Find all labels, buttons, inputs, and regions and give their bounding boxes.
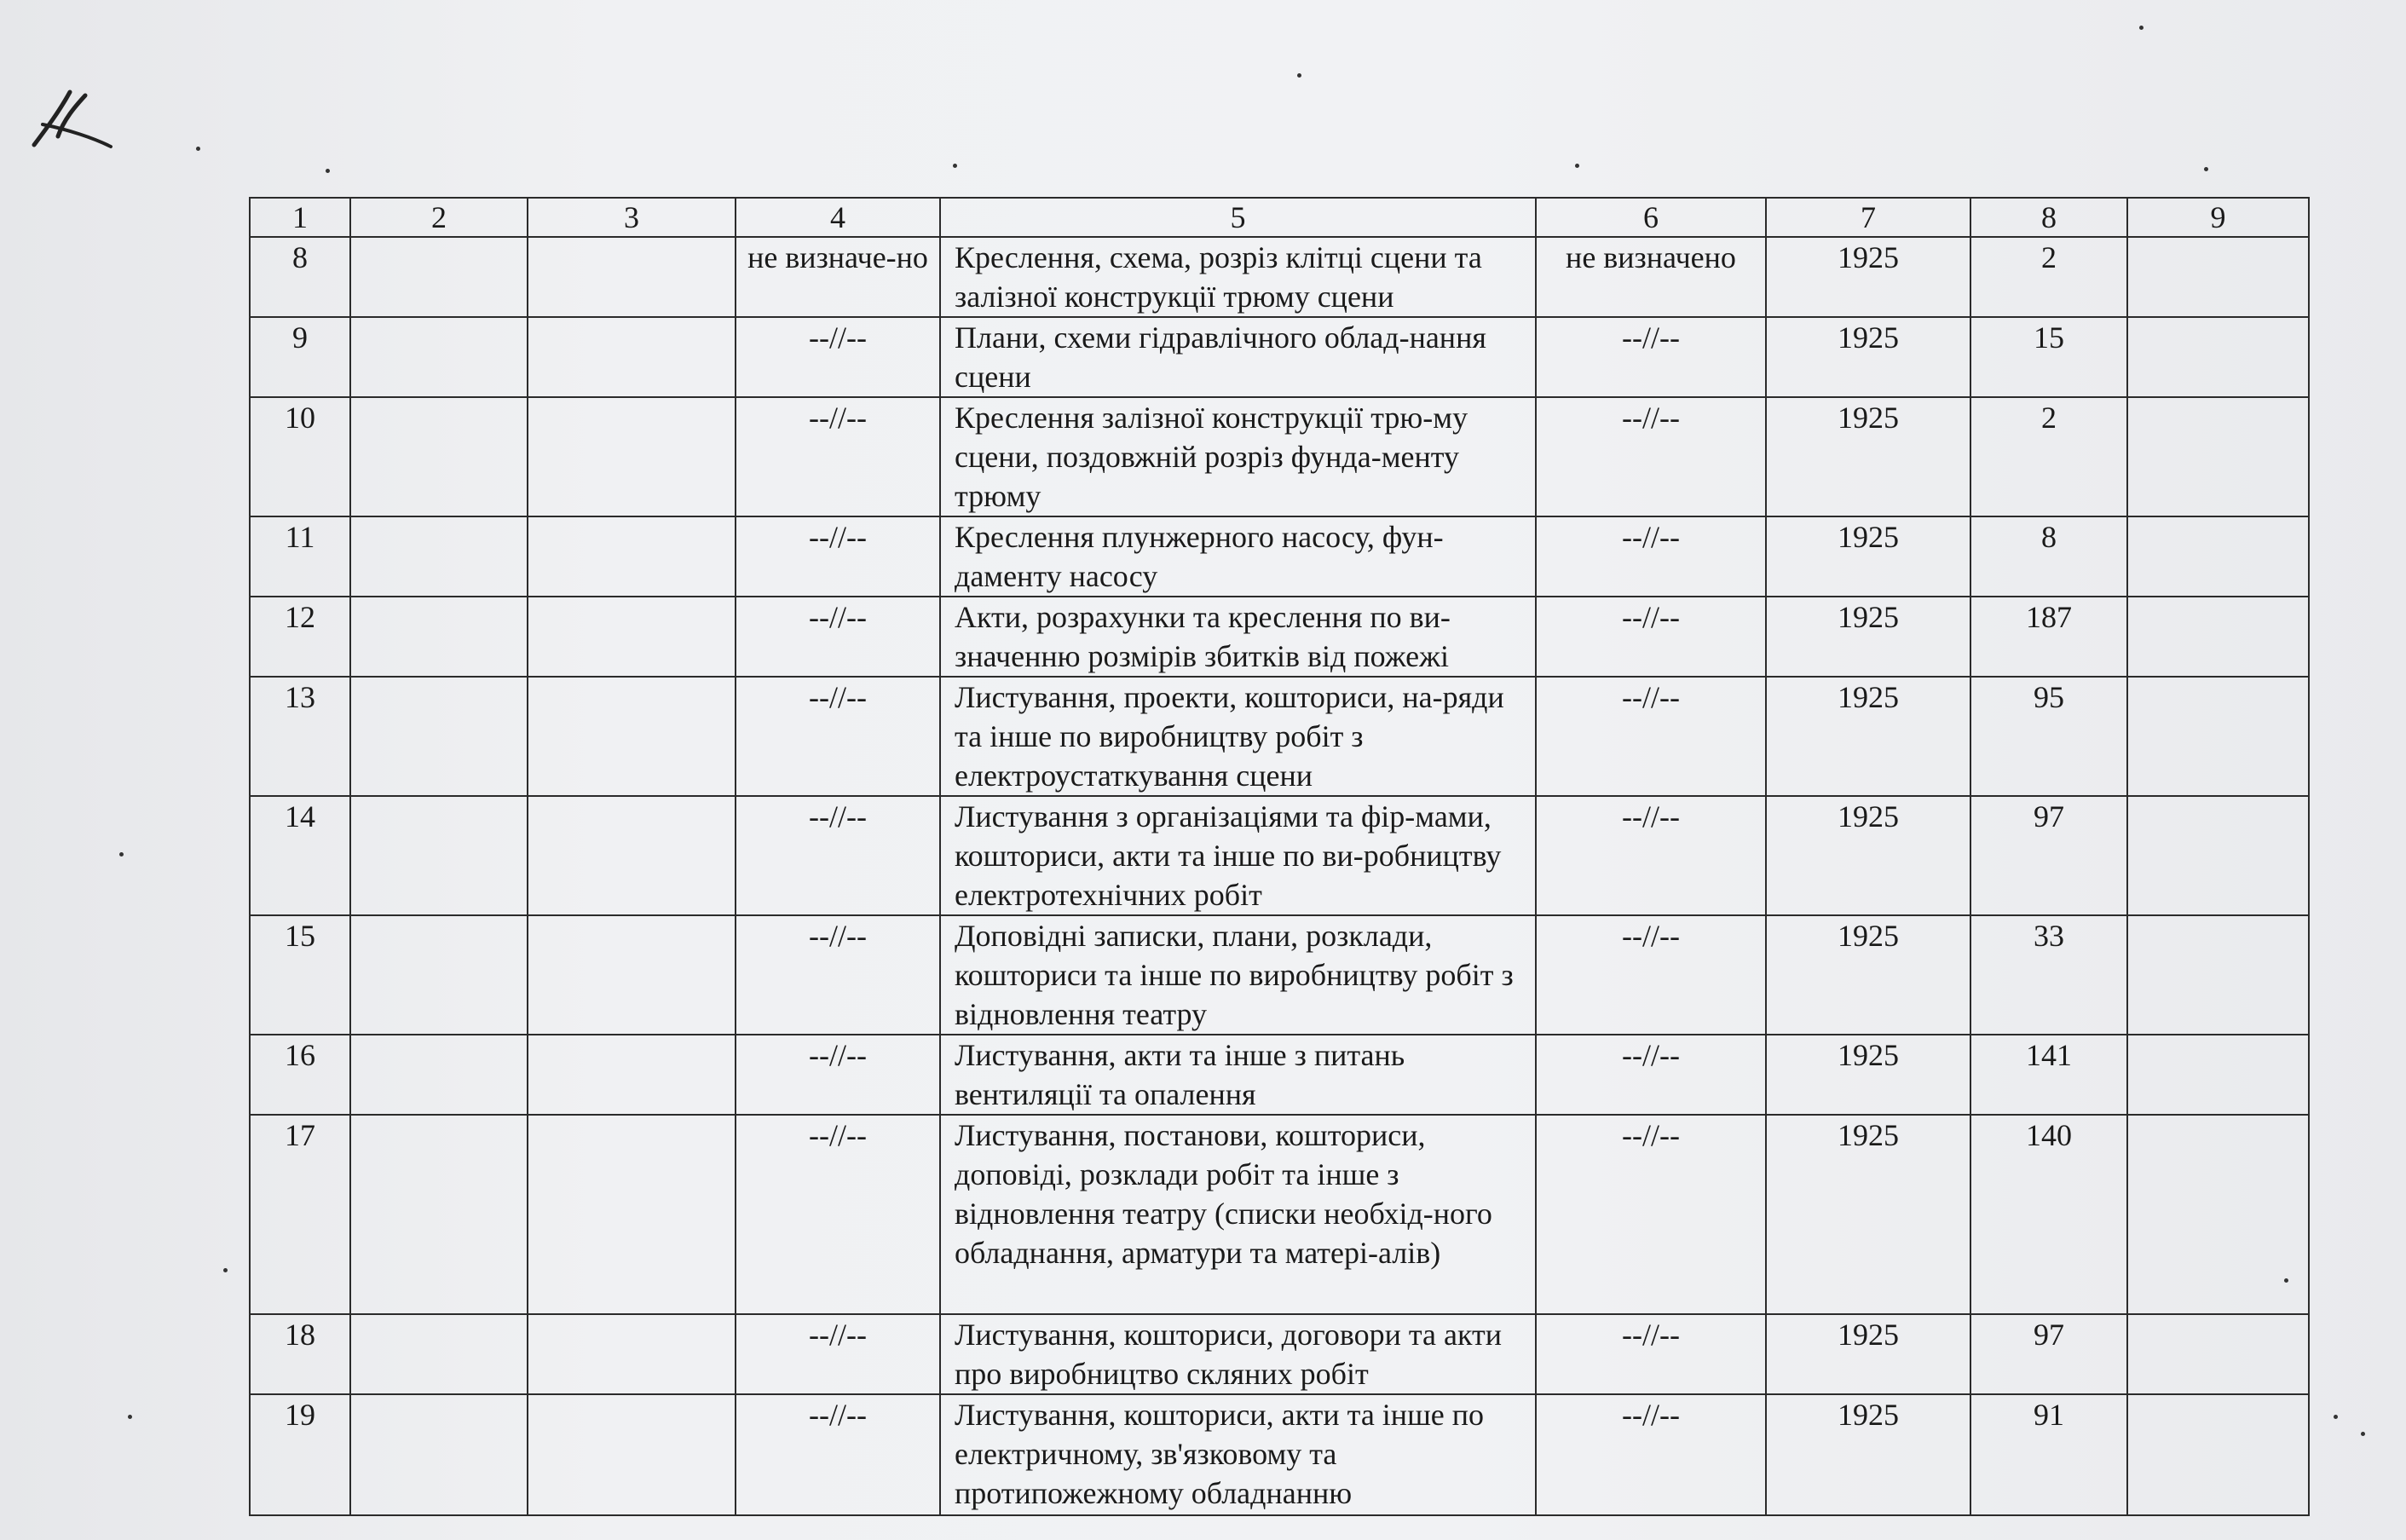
col6-cell: --//-- — [1536, 317, 1766, 397]
col4-cell: --//-- — [736, 677, 940, 796]
col4-cell: --//-- — [736, 1035, 940, 1115]
col2-cell — [350, 1314, 528, 1394]
col3-cell — [528, 1394, 736, 1515]
col3-cell — [528, 397, 736, 516]
sheets-cell: 2 — [1970, 237, 2127, 317]
header-cell: 7 — [1766, 198, 1970, 237]
header-cell: 3 — [528, 198, 736, 237]
case-number-cell: 8 — [250, 237, 350, 317]
case-number-cell: 16 — [250, 1035, 350, 1115]
title-cell: Листування, проекти, кошториси, на-ряди та інше по виробництву робіт з електроустаткування сцени — [940, 677, 1536, 796]
col2-cell — [350, 397, 528, 516]
sheets-cell: 140 — [1970, 1115, 2127, 1314]
note-cell — [2127, 237, 2309, 317]
table-row — [250, 516, 2309, 597]
column-number-row — [250, 198, 2309, 237]
note-cell — [2127, 1394, 2309, 1515]
year-cell: 1925 — [1766, 1035, 1970, 1115]
col6-cell: --//-- — [1536, 516, 1766, 597]
col3-cell — [528, 317, 736, 397]
title-cell: Креслення, схема, розріз клітці сцени та залізної конструкції трюму сцени — [940, 237, 1536, 317]
table-row — [250, 915, 2309, 1035]
sheets-cell: 15 — [1970, 317, 2127, 397]
title-cell: Креслення залізної конструкції трю-му сцени, поздовжній розріз фунда-менту трюму — [940, 397, 1536, 516]
header-cell: 9 — [2127, 198, 2309, 237]
case-number-cell: 9 — [250, 317, 350, 397]
col2-cell — [350, 237, 528, 317]
table-row — [250, 1035, 2309, 1115]
col4-cell: --//-- — [736, 397, 940, 516]
table-row — [250, 597, 2309, 677]
title-cell: Креслення плунжерного насосу, фун-даменту насосу — [940, 516, 1536, 597]
col2-cell — [350, 1394, 528, 1515]
header-cell: 2 — [350, 198, 528, 237]
sheets-cell: 33 — [1970, 915, 2127, 1035]
col3-cell — [528, 1314, 736, 1394]
title-cell: Листування, кошториси, акти та інше по електричному, зв'язковому та протипожежному обладнанню — [940, 1394, 1536, 1515]
col6-cell: --//-- — [1536, 397, 1766, 516]
col3-cell — [528, 677, 736, 796]
col4-cell: --//-- — [736, 1394, 940, 1515]
col4-cell: --//-- — [736, 796, 940, 915]
table-row — [250, 1394, 2309, 1515]
note-cell — [2127, 915, 2309, 1035]
note-cell — [2127, 1115, 2309, 1314]
handwritten-page-mark — [26, 85, 119, 153]
case-number-cell: 12 — [250, 597, 350, 677]
case-number-cell: 13 — [250, 677, 350, 796]
table-row — [250, 397, 2309, 516]
note-cell — [2127, 397, 2309, 516]
case-number-cell: 14 — [250, 796, 350, 915]
col2-cell — [350, 796, 528, 915]
title-cell: Листування, акти та інше з питань вентиляції та опалення — [940, 1035, 1536, 1115]
col3-cell — [528, 597, 736, 677]
col6-cell: --//-- — [1536, 1115, 1766, 1314]
sheets-cell: 95 — [1970, 677, 2127, 796]
col3-cell — [528, 796, 736, 915]
case-number-cell: 15 — [250, 915, 350, 1035]
col6-cell: --//-- — [1536, 597, 1766, 677]
col3-cell — [528, 915, 736, 1035]
year-cell: 1925 — [1766, 516, 1970, 597]
table-row — [250, 317, 2309, 397]
table-row — [250, 1314, 2309, 1394]
title-cell: Листування з організаціями та фір-мами, кошториси, акти та інше по ви-робництву електротехнічних робіт — [940, 796, 1536, 915]
header-cell: 6 — [1536, 198, 1766, 237]
col2-cell — [350, 1035, 528, 1115]
col4-cell: --//-- — [736, 597, 940, 677]
note-cell — [2127, 317, 2309, 397]
year-cell: 1925 — [1766, 237, 1970, 317]
sheets-cell: 2 — [1970, 397, 2127, 516]
case-number-cell: 10 — [250, 397, 350, 516]
sheets-cell: 97 — [1970, 1314, 2127, 1394]
col6-cell: --//-- — [1536, 677, 1766, 796]
header-cell: 5 — [940, 198, 1536, 237]
col2-cell — [350, 317, 528, 397]
sheets-cell: 141 — [1970, 1035, 2127, 1115]
year-cell: 1925 — [1766, 1115, 1970, 1314]
year-cell: 1925 — [1766, 1394, 1970, 1515]
col6-cell: --//-- — [1536, 915, 1766, 1035]
col4-cell: --//-- — [736, 516, 940, 597]
note-cell — [2127, 677, 2309, 796]
sheets-cell: 97 — [1970, 796, 2127, 915]
note-cell — [2127, 516, 2309, 597]
col6-cell: не визначено — [1536, 237, 1766, 317]
case-number-cell: 11 — [250, 516, 350, 597]
col6-cell: --//-- — [1536, 1314, 1766, 1394]
col6-cell: --//-- — [1536, 1035, 1766, 1115]
note-cell — [2127, 796, 2309, 915]
col6-cell: --//-- — [1536, 1394, 1766, 1515]
table-row — [250, 677, 2309, 796]
col4-cell: --//-- — [736, 1314, 940, 1394]
col2-cell — [350, 915, 528, 1035]
col2-cell — [350, 516, 528, 597]
note-cell — [2127, 597, 2309, 677]
col4-cell: --//-- — [736, 317, 940, 397]
year-cell: 1925 — [1766, 397, 1970, 516]
sheets-cell: 8 — [1970, 516, 2127, 597]
year-cell: 1925 — [1766, 677, 1970, 796]
year-cell: 1925 — [1766, 597, 1970, 677]
title-cell: Доповідні записки, плани, розклади, кошториси та інше по виробництву робіт з відновлення театру — [940, 915, 1536, 1035]
year-cell: 1925 — [1766, 1314, 1970, 1394]
col4-cell: --//-- — [736, 1115, 940, 1314]
col3-cell — [528, 1115, 736, 1314]
year-cell: 1925 — [1766, 796, 1970, 915]
title-cell: Листування, кошториси, договори та акти про виробництво скляних робіт — [940, 1314, 1536, 1394]
col2-cell — [350, 597, 528, 677]
title-cell: Акти, розрахунки та креслення по ви-значенню розмірів збитків від пожежі — [940, 597, 1536, 677]
note-cell — [2127, 1314, 2309, 1394]
col3-cell — [528, 516, 736, 597]
sheets-cell: 187 — [1970, 597, 2127, 677]
table-row — [250, 1115, 2309, 1314]
sheets-cell: 91 — [1970, 1394, 2127, 1515]
year-cell: 1925 — [1766, 915, 1970, 1035]
table-row — [250, 796, 2309, 915]
col3-cell — [528, 237, 736, 317]
case-number-cell: 18 — [250, 1314, 350, 1394]
case-number-cell: 17 — [250, 1115, 350, 1314]
archive-inventory-table — [249, 197, 2310, 1516]
col2-cell — [350, 677, 528, 796]
col2-cell — [350, 1115, 528, 1314]
header-cell: 1 — [250, 198, 350, 237]
col4-cell: не визначе-но — [736, 237, 940, 317]
header-cell: 4 — [736, 198, 940, 237]
col3-cell — [528, 1035, 736, 1115]
title-cell: Листування, постанови, кошториси, доповіді, розклади робіт та інше з відновлення театру (списки необхід-ного обладнання, арматури та матері-алів) — [940, 1115, 1536, 1314]
case-number-cell: 19 — [250, 1394, 350, 1515]
year-cell: 1925 — [1766, 317, 1970, 397]
title-cell: Плани, схеми гідравлічного облад-нання сцени — [940, 317, 1536, 397]
col4-cell: --//-- — [736, 915, 940, 1035]
note-cell — [2127, 1035, 2309, 1115]
table-row — [250, 237, 2309, 317]
header-cell: 8 — [1970, 198, 2127, 237]
col6-cell: --//-- — [1536, 796, 1766, 915]
